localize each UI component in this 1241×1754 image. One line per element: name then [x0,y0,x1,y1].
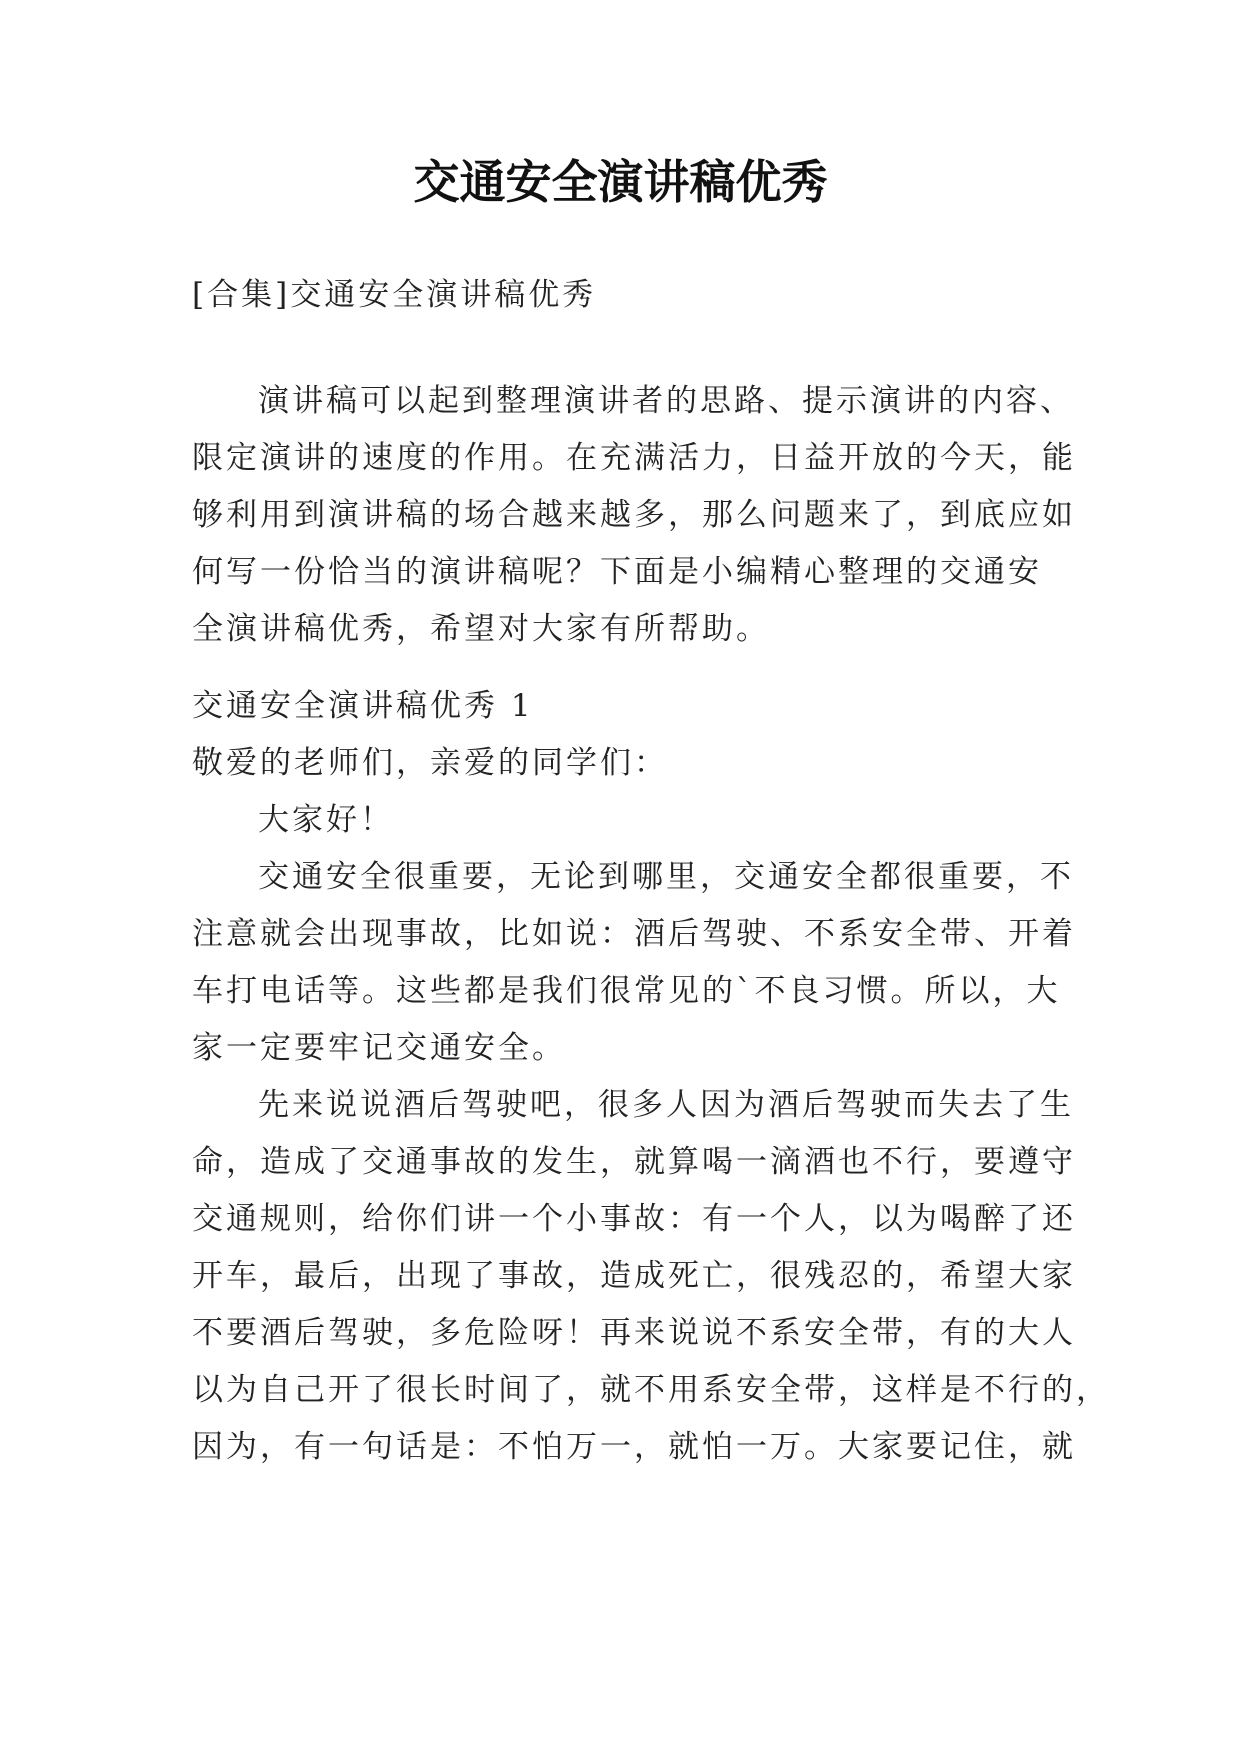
collection-label: [合集]交通安全演讲稿优秀 [192,277,597,313]
collection-label-block [192,267,1072,324]
paragraph2-line: 命，造成了交通事故的发生，就算喝一滴酒也不行，要遵守 [192,1144,1076,1180]
intro-line: 够利用到演讲稿的场合越来越多，那么问题来了，到底应如 [192,497,1076,533]
paragraph1-line: 交通安全很重要，无论到哪里，交通安全都很重要，不 [258,859,1074,895]
paragraph2-line: 以为自己开了很长时间了，就不用系安全带，这样是不行的， [192,1372,1110,1408]
salutation: 敬爱的老师们，亲爱的同学们： [192,745,668,781]
paragraph1-line: 家一定要牢记交通安全。 [192,1030,566,1066]
intro-paragraph [192,373,1076,658]
intro-line: 演讲稿可以起到整理演讲者的思路、提示演讲的内容、 [258,383,1074,419]
paragraph2-line: 交通规则，给你们讲一个小事故：有一个人，以为喝醉了还 [192,1201,1076,1237]
intro-line: 限定演讲的速度的作用。在充满活力，日益开放的今天，能 [192,440,1076,476]
paragraph2-line: 开车，最后，出现了事故，造成死亡，很残忍的，希望大家 [192,1258,1076,1294]
speech-section [192,678,1110,1476]
paragraph1-line: 注意就会出现事故，比如说：酒后驾驶、不系安全带、开着 [192,916,1076,952]
document-title: 交通安全演讲稿优秀 [413,155,828,209]
paragraph2-line: 不要酒后驾驶，多危险呀！再来说说不系安全带，有的大人 [192,1315,1076,1351]
paragraph2-line: 先来说说酒后驾驶吧，很多人因为酒后驾驶而失去了生 [258,1087,1074,1123]
greeting: 大家好！ [258,802,394,838]
paragraph1-line: 车打电话等。这些都是我们很常见的`不良习惯。所以，大 [192,973,1061,1009]
section-heading: 交通安全演讲稿优秀 1 [192,688,534,724]
paragraph2-line: 因为，有一句话是：不怕万一，就怕一万。大家要记住，就 [192,1429,1076,1465]
intro-line: 何写一份恰当的演讲稿呢？下面是小编精心整理的交通安 [192,554,1042,590]
intro-line: 全演讲稿优秀，希望对大家有所帮助。 [192,611,770,647]
